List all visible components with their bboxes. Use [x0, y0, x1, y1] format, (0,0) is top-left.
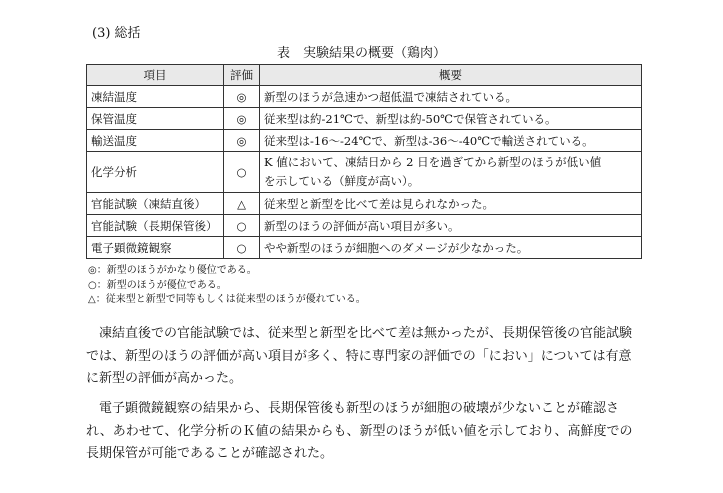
table-row	[87, 237, 642, 259]
table-row	[87, 152, 642, 193]
row-summary	[260, 152, 642, 193]
row-item: 官能試験（凍結直後）	[87, 193, 224, 215]
legend-item: ○：新型のほうが優位である。	[88, 279, 227, 291]
row-summary-line: を示している（鮮度が高い）。	[264, 174, 420, 188]
row-evaluation: △	[224, 193, 260, 215]
section-heading: (3) 総括	[92, 26, 141, 41]
row-evaluation: ◎	[224, 86, 260, 108]
table-legend	[88, 264, 366, 308]
body-paragraph: 凍結直後での官能試験では、従来型と新型を比べて差は無かったが、長期保管後の官能試験では、新型のほうの評価が高い項目が多く、特に専門家の評価での「におい」については有意に新型の評価が高かった。	[86, 326, 633, 386]
header-summary: 概要	[260, 65, 642, 86]
row-evaluation: ○	[224, 237, 260, 259]
row-summary: 従来型は-16～-24℃で、新型は-36～-40℃で輸送されている。	[260, 130, 642, 152]
row-summary: 従来型は約-21℃で、新型は約-50℃で保管されている。	[260, 108, 642, 130]
row-item: 凍結温度	[87, 86, 224, 108]
table-header-row	[87, 65, 642, 86]
row-item: 化学分析	[87, 152, 224, 193]
header-item: 項目	[87, 65, 224, 86]
row-evaluation: ○	[224, 152, 260, 193]
row-evaluation: ○	[224, 215, 260, 237]
row-summary: 新型のほうが急速かつ超低温で凍結されている。	[260, 86, 642, 108]
table-row	[87, 108, 642, 130]
header-evaluation: 評価	[224, 65, 260, 86]
row-summary: 従来型と新型を比べて差は見られなかった。	[260, 193, 642, 215]
body-paragraph: 電子顕微鏡観察の結果から、長期保管後も新型のほうが細胞の破壊が少ないことが確認され、あわせて、化学分析のＫ値の結果からも、新型のほうが低い値を示しており、高鮮度での長期保管が可能であることが確認された。	[86, 401, 633, 461]
row-item: 官能試験（長期保管後）	[87, 215, 224, 237]
results-table	[86, 64, 642, 259]
row-item: 電子顕微鏡観察	[87, 237, 224, 259]
row-summary: やや新型のほうが細胞へのダメージが少なかった。	[260, 237, 642, 259]
table-row	[87, 193, 642, 215]
table-row	[87, 215, 642, 237]
row-evaluation: ◎	[224, 130, 260, 152]
legend-item: ◎：新型のほうがかなり優位である。	[88, 265, 257, 276]
row-item: 保管温度	[87, 108, 224, 130]
table-row	[87, 86, 642, 108]
row-item: 輸送温度	[87, 130, 224, 152]
table-row	[87, 130, 642, 152]
row-summary: 新型のほうの評価が高い項目が多い。	[260, 215, 642, 237]
row-summary-line: K 値において、凍結日から 2 日を過ぎてから新型のほうが低い値	[264, 155, 602, 169]
table-title: 表 実験結果の概要（鶏肉）	[276, 46, 446, 61]
legend-item: △：従来型と新型で同等もしくは従来型のほうが優れている。	[88, 294, 366, 305]
row-evaluation: ◎	[224, 108, 260, 130]
